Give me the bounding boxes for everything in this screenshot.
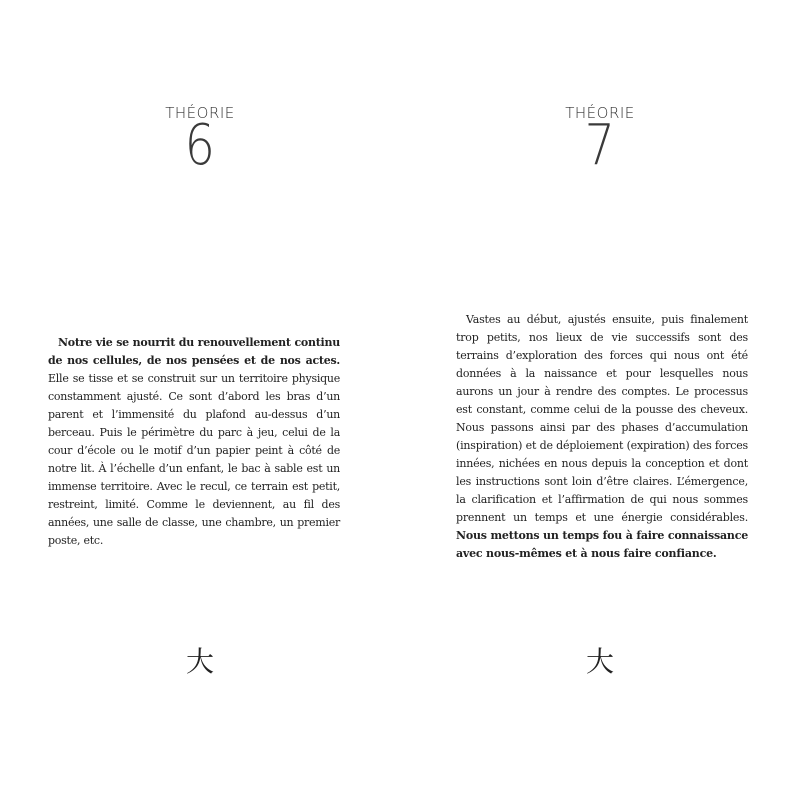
- theory-label: THÉORIE: [165, 104, 235, 122]
- theory-label: THÉORIE: [565, 104, 635, 122]
- chinese-character-glyph: 大: [185, 645, 214, 678]
- body-text-rest: Elle se tisse et se construit sur un territoire physique constamment ajusté. Ce sont d’abord les bras d’un parent et l’immensité du plafond au-dessus d’un berceau. Puis le périmètre du parc à jeu, celui de la cour d’école ou le motif d’un papier peint à côté de notre lit. À l’échelle d’un enfant, le bac à sable est un immense territoire. Avec le recul, ce terrain est petit, restreint, limité. Comme le deviennent, au fil des années, une salle de classe, une chambre, un premier poste, etc.: [48, 372, 340, 547]
- body-bold-conclusion: Nous mettons un temps fou à faire connaissance avec nous-mêmes et à nous faire confiance.: [456, 529, 748, 560]
- chinese-character-glyph: 大: [585, 645, 614, 678]
- body-paragraph: [456, 311, 748, 563]
- theory-number-value: 7: [584, 113, 616, 178]
- theory-number-value: 6: [184, 113, 216, 178]
- body-bold-lead: Notre vie se nourrit du renouvellement continu de nos cellules, de nos pensées et de nos actes.: [48, 336, 340, 367]
- right-page: [400, 0, 800, 800]
- body-paragraph: [48, 334, 340, 550]
- body-text-rest: Vastes au début, ajustés ensuite, puis finalement trop petits, nos lieux de vie successifs sont des terrains d’exploration des forces qui nous ont été données à la naissance et pour lesquelles nous aurons un jour à rendre des comptes. Le processus est constant, comme celui de la pousse des cheveux. Nous passons ainsi par des phases d’accumulation (inspiration) et de déploiement (expiration) des forces innées, nichées en nous depuis la conception et dont les instructions sont loin d’être claires. L’émergence, la clarification et l’affirmation de qui nous sommes prennent un temps et une énergie considérables.: [456, 313, 748, 524]
